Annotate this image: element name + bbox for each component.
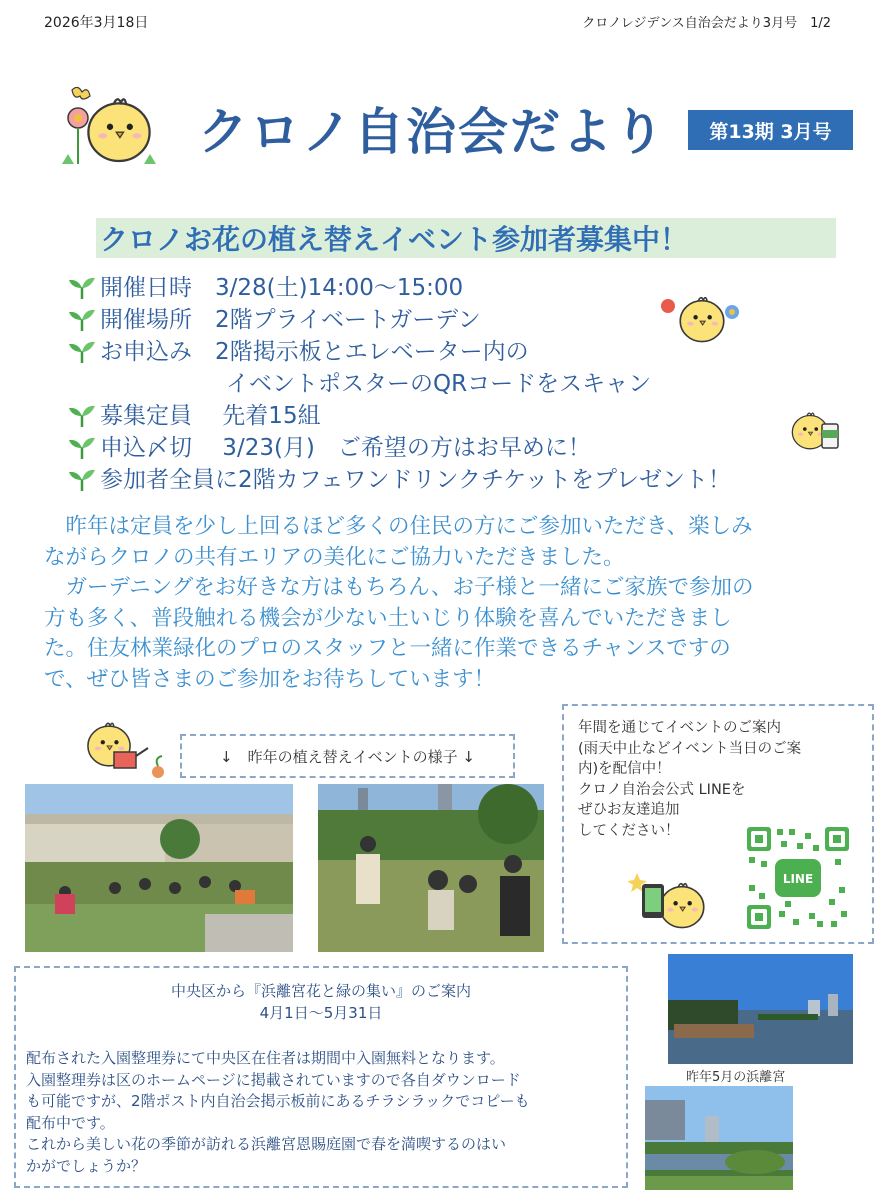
sprout-icon xyxy=(66,403,98,429)
line-info-box: 年間を通じてイベントのご案内 (雨天中止などイベント当日のご案 内)を配信中！ クロノ自治会公式 LINEを ぜひお友達追加 してください！ xyxy=(562,704,874,944)
sprout-icon xyxy=(66,275,98,301)
hamarikyu-caption: 昨年5月の浜離宮 xyxy=(686,1070,786,1085)
detail-apply-cont: イベントポスターのQRコードをスキャン xyxy=(226,371,652,397)
detail-date: 開催日時 3/28(土)14:00～15:00 xyxy=(66,272,731,304)
hamarikyu-photo-2 xyxy=(645,1086,793,1190)
chick-icon xyxy=(78,708,172,780)
photo-caption: ↓ 昨年の植え替えイベントの様子 ↓ xyxy=(180,734,515,778)
event-headline: クロノお花の植え替えイベント参加者募集中！ xyxy=(96,218,836,258)
intro-text: 昨年は定員を少し上回るほど多くの住民の方にご参加いただき、楽しみ ながらクロノの共有エリアの美化にご協力いただきました。 ガーデニングをお好きな方はもちろん、お子様と一緒にご家族で参加の 方も多く、普段触れる機会が少ない土いじり体験を喜んでいただきまし た。住友林業緑化のプロのスタッフと一緒に作業できるチャンスですの で、ぜひ皆さまのご参加をお待ちしています！ xyxy=(44,514,754,692)
detail-deadline: 申込〆切 3/23(月) ご希望の方はお早めに！ xyxy=(66,432,731,464)
hamarikyu-body: 配布された入園整理券にて中央区在住者は期間中入園無料となります。 入園整理券は区のホームページに掲載されていますので各自ダウンロード も可能ですが、2階ポスト内自治会掲示板前にあるチラシラックでコピーも 配布中です。 これから美しい花の季節が訪れる浜離宮恩賜庭園で春を満喫するのはい かがでしょうか？ xyxy=(26,1049,530,1175)
chick-icon xyxy=(58,84,162,174)
hamarikyu-title: 中央区から『浜離宮花と緑の集い』のご案内 xyxy=(170,982,471,1000)
detail-gift: 参加者全員に2階カフェワンドリンクチケットをプレゼント！ xyxy=(66,464,731,496)
masthead-title: クロノ自治会だより xyxy=(198,103,666,161)
chick-icon xyxy=(628,866,716,938)
detail-place: 開催場所 2階プライベートガーデン xyxy=(66,304,731,336)
issue-badge: 第13期 3月号 xyxy=(688,110,853,150)
chick-icon xyxy=(658,284,742,358)
sprout-icon xyxy=(66,339,98,365)
hamarikyu-dates: 4月1日～5月31日 xyxy=(259,1004,383,1022)
sprout-icon xyxy=(66,467,98,493)
detail-apply: お申込み 2階掲示板とエレベーター内の xyxy=(66,336,731,368)
sprout-icon xyxy=(66,435,98,461)
header-date: 2026年3月18日 xyxy=(44,15,149,31)
qr-code-icon[interactable] xyxy=(745,825,851,931)
qr-label: LINE xyxy=(782,872,814,886)
event-photo-1 xyxy=(25,784,293,952)
hamarikyu-box xyxy=(14,966,628,1188)
header-issue-ref: クロノレジデンス自治会だより3月号 1/2 xyxy=(582,16,831,31)
chick-icon xyxy=(784,400,842,460)
event-photo-2 xyxy=(318,784,544,952)
hamarikyu-photo-1 xyxy=(668,954,853,1064)
sprout-icon xyxy=(66,307,98,333)
detail-capacity: 募集定員 先着15組 xyxy=(66,400,731,432)
event-details xyxy=(66,272,731,496)
